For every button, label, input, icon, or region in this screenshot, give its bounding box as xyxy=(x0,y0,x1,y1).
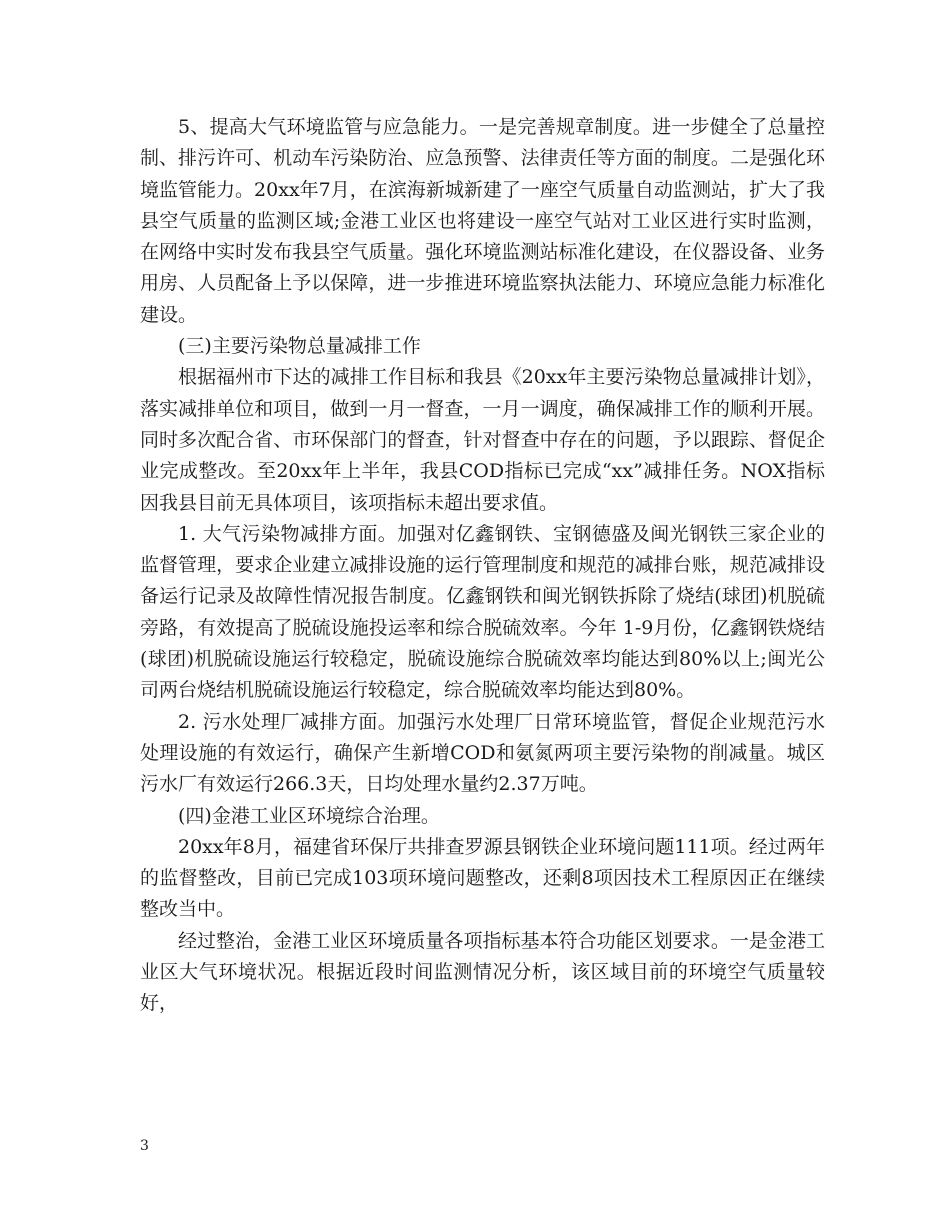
paragraph-steel-inspection: 20xx年8月，福建省环保厅共排查罗源县钢铁企业环境问题111项。经过两年的监督整改，目前已完成103项环境问题整改，还剩8项因技术工程原因正在继续整改当中。 xyxy=(140,835,825,921)
paragraph-reduction-plan: 根据福州市下达的减排工作目标和我县《20xx年主要污染物总量减排计划》，落实减排单位和项目，做到一月一督查，一月一调度，确保减排工作的顺利开展。同时多次配合省、市环保部门的督查，针对督查中存在的问题，予以跟踪、督促企业完成整改。至20xx年上半年，我县COD指标已完成“xx”减排任务。NOX指标因我县目前无具体项目，该项指标未超出要求值。 xyxy=(140,366,825,514)
paragraph-sewage-reduction: 2. 污水处理厂减排方面。加强污水处理厂日常环境监管，督促企业规范污水处理设施的有效运行，确保产生新增COD和氨氮两项主要污染物的削减量。城区污水厂有效运行266.3天，日均处理水量约2.37万吨。 xyxy=(140,710,825,796)
paragraph-environment-quality: 经过整治，金港工业区环境质量各项指标基本符合功能区划要求。一是金港工业区大气环境状况。根据近段时间监测情况分析，该区域目前的环境空气质量较好， xyxy=(140,929,825,1015)
paragraph-air-pollutant-reduction: 1. 大气污染物减排方面。加强对亿鑫钢铁、宝钢德盛及闽光钢铁三家企业的监督管理，要求企业建立减排设施的运行管理制度和规范的减排台账，规范减排设备运行记录及故障性情况报告制度。亿鑫钢铁和闽光钢铁拆除了烧结(球团)机脱硫旁路，有效提高了脱硫设施投运率和综合脱硫效率。今年 1-9月份，亿鑫钢铁烧结(球团)机脱硫设施运行较稳定，脱硫设施综合脱硫效率均能达到80%以上;闽光公司两台烧结机脱硫设施运行较稳定，综合脱硫效率均能达到80%。 xyxy=(140,522,825,702)
heading-emission-reduction: (三)主要污染物总量减排工作 xyxy=(178,335,421,358)
paragraph-air-supervision: 5、提高大气环境监管与应急能力。一是完善规章制度。进一步健全了总量控制、排污许可、机动车污染防治、应急预警、法律责任等方面的制度。二是强化环境监管能力。20xx年7月，在滨海新城新建了一座空气质量自动监测站，扩大了我县空气质量的监测区域;金港工业区也将建设一座空气站对工业区进行实时监测，在网络中实时发布我县空气质量。强化环境监测站标准化建设，在仪器设备、业务用房、人员配备上予以保障，进一步推进环境监察执法能力、环境应急能力标准化建设。 xyxy=(140,116,825,326)
document-body xyxy=(140,112,825,1020)
page-number: 3 xyxy=(140,1138,149,1154)
heading-jingang-governance: (四)金港工业区环境综合治理。 xyxy=(178,804,440,827)
